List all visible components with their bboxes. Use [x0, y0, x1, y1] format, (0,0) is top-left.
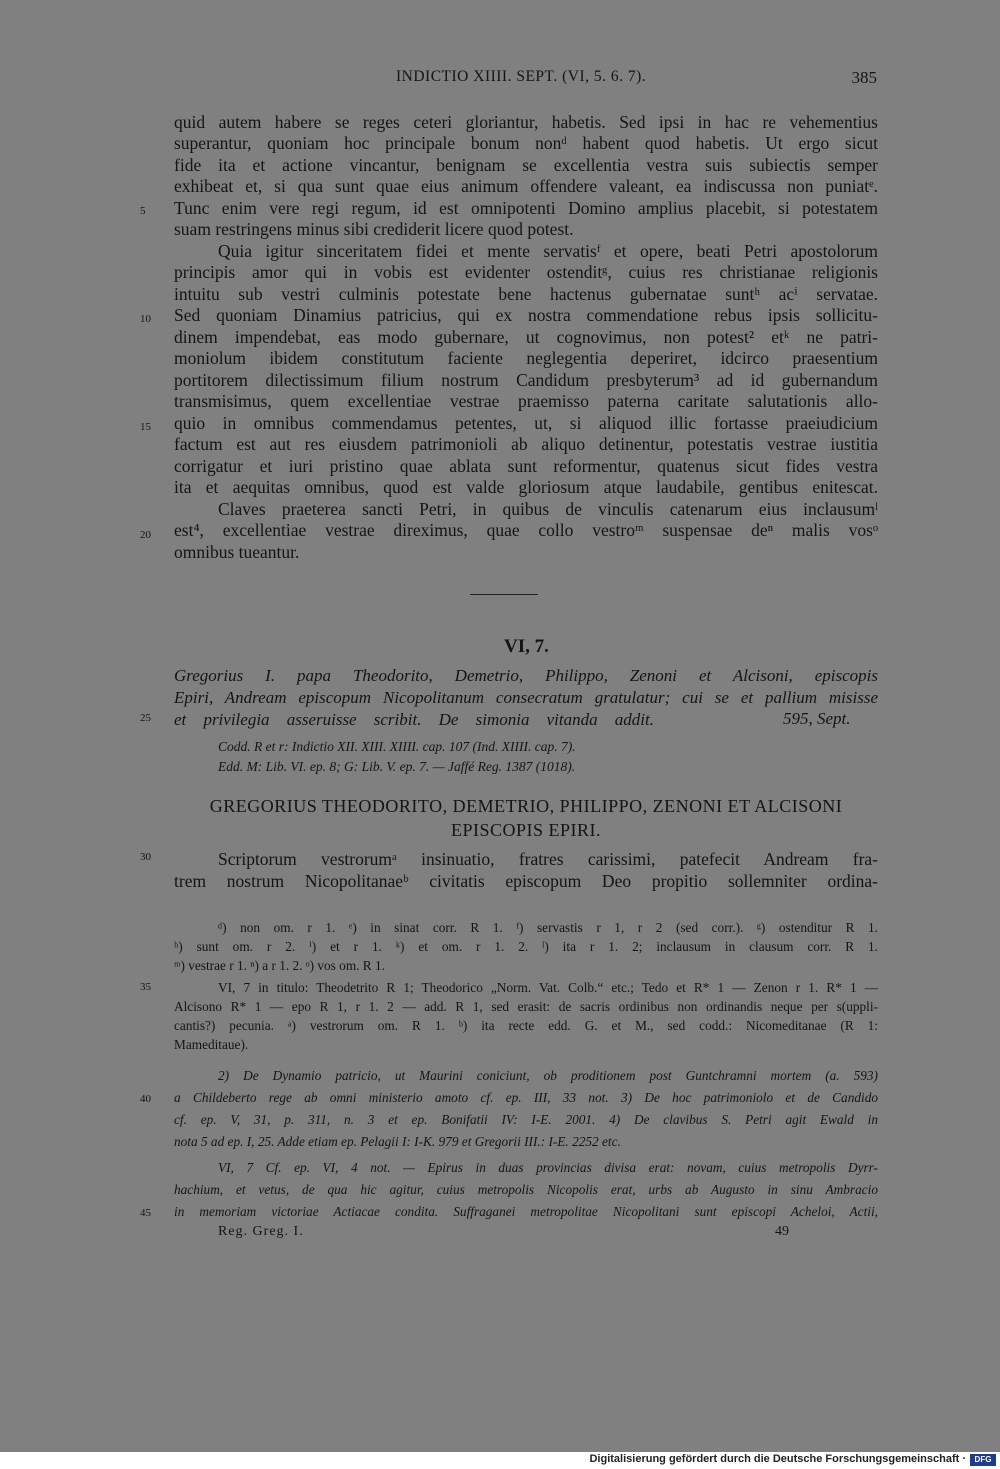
signature-mark: Reg. Greg. I. — [218, 1224, 304, 1239]
text-line: moniolum ibidem constitutum faciente neglegentia deperiret, idcirco praesentium — [174, 348, 878, 368]
letter-number: VI, 7. — [504, 636, 549, 657]
summary-line: Epiri, Andream episcopum Nicopolitanum consecratum gratulatur; cui se et pallium misisse — [174, 688, 878, 707]
line-number: 40 — [140, 1093, 151, 1105]
footnote-line: Mameditaue). — [174, 1037, 249, 1052]
line-number: 10 — [140, 313, 151, 325]
text-line: Scriptorum vestrorumᵃ insinuatio, fratres carissimi, patefecit Andream fra- — [218, 849, 878, 869]
footnote-line: Alcisono R* 1 — epo R 1, r 1. 2 — add. R 1, sed erasit: de sacris ordinibus non ordinandis neque per s(uppli- — [174, 999, 878, 1014]
text-line: superantur, quoniam hoc principale bonum nonᵈ habent quod habetis. Ut ergo sicut — [174, 133, 878, 153]
footnote-line: in memoriam victoriae Actiacae condita. Suffraganei metropolitae Nicopolitani sunt episcopi Acheloi, Actii, — [174, 1204, 878, 1219]
page-number: 385 — [851, 68, 877, 87]
footnote-line: VI, 7 Cf. ep. VI, 4 not. — Epirus in duas provincias divisa erat: novam, cuius metropolis Dyrr- — [218, 1160, 878, 1175]
text-line: corrigatur et iuri pristino quae ablata sunt reformentur, quatenus sicut fides vestra — [174, 456, 878, 476]
text-line: Tunc enim vere regi regum, id est omnipotenti Domino amplius placebit, si potestatem — [174, 198, 878, 218]
section-divider — [470, 594, 538, 595]
text-line: quid autem habere se reges ceteri gloriantur, habetis. Sed ipsi in hac re vehementius — [174, 112, 878, 132]
footnote-line: cf. ep. V, 31, p. 311, n. 3 et ep. Bonifatii IV: I-E. 2001. 4) De clavibus S. Petri agit Ewald in — [174, 1112, 878, 1127]
footnote-line: cantis?) pecunia. ᵃ) vestrorum om. R 1. ᵇ) ita recte edd. G. et M., sed codd.: Nicomeditanae (R 1: — [174, 1018, 878, 1033]
footnote-line: VI, 7 in titulo: Theodetrito R 1; Theodorico „Norm. Vat. Colb.“ etc.; Tedo et R* 1 — Zenon r 1. R* 1 — — [218, 980, 878, 995]
footnote-line: ᵐ) vestrae r 1. ⁿ) a r 1. 2. ᵒ) vos om. R 1. — [174, 958, 385, 973]
text-line: portitorem dilectissimum filium nostrum Candidum presbyterum³ ad id gubernandum — [174, 370, 878, 390]
text-line: factum est aut res eiusdem patrimonioli ab aliquo detinentur, potestatis vestrae iustitia — [174, 434, 878, 454]
line-number: 20 — [140, 529, 151, 541]
footnote-line: nota 5 ad ep. I, 25. Adde etiam ep. Pelagii I: I-K. 979 et Gregorii III.: I-E. 2252 etc. — [174, 1134, 621, 1149]
letter-address: EPISCOPIS EPIRI. — [450, 820, 602, 840]
line-number: 35 — [140, 981, 151, 993]
running-header: INDICTIO XIIII. SEPT. (VI, 5. 6. 7). — [396, 68, 647, 85]
banner-text: Digitalisierung gefördert durch die Deutsche Forschungsgemeinschaft · — [589, 1453, 966, 1465]
text-line: trem nostrum Nicopolitanaeᵇ civitatis episcopum Deo propitio sollemniter ordina- — [174, 871, 878, 891]
letter-date: 595, Sept. — [783, 709, 851, 728]
summary-line: et privilegia asseruisse scribit. De simonia vitanda addit. — [174, 710, 654, 729]
dfg-logo: DFG — [970, 1454, 996, 1466]
text-line: fide ita et actione vincantur, benignam se excellentia vestra suis subiectis semper — [174, 155, 878, 175]
footnote-line: hachium, et vetus, de qua hic agitur, cuius metropolis Nicopolis erat, urbs ab Augusto in sinu Ambracio — [174, 1182, 878, 1197]
line-number: 5 — [140, 205, 146, 217]
text-line: Sed quoniam Dinamius patricius, qui ex nostra commendatione rebus ipsis sollicitu- — [174, 305, 878, 325]
footnote-line: 2) De Dynamio patricio, ut Maurini coniciunt, ob proditionem post Guntchramni mortem (a. 593) — [218, 1068, 878, 1083]
line-number: 25 — [140, 712, 151, 724]
text-line: ita et aequitas omnibus, quod est valde gloriosum atque laudabile, gentibus enitescat. — [174, 477, 878, 497]
codices-line: Codd. R et r: Indictio XII. XIII. XIIII. cap. 107 (Ind. XIIII. cap. 7). — [218, 739, 576, 754]
line-number: 15 — [140, 421, 151, 433]
text-line: Quia igitur sinceritatem fidei et mente servatisᶠ et opere, beati Petri apostolorum — [218, 241, 878, 261]
line-number: 30 — [140, 851, 151, 863]
footnote-line: ʰ) sunt om. r 2. ⁱ) et r 1. ᵏ) et om. r 1. 2. ˡ) ita r 1. 2; inclausum in clausum corr. R 1. — [174, 939, 878, 954]
line-number: 45 — [140, 1207, 151, 1219]
text-line: Claves praeterea sancti Petri, in quibus de vinculis catenarum eius inclausumˡ — [218, 499, 878, 519]
letter-address: GREGORIUS THEODORITO, DEMETRIO, PHILIPPO, ZENONI ET ALCISONI — [209, 796, 843, 816]
text-line: transmisimus, quem excellentiae vestrae praemisso paterna caritate salutationis allo- — [174, 391, 878, 411]
text-line: intuitu sub vestri culminis potestate bene hactenus gubernatae suntʰ acⁱ servatae. — [174, 284, 878, 304]
text-line: suam restringens minus sibi crediderit licere quod potest. — [174, 219, 574, 239]
footnote-line: ᵈ) non om. r 1. ᵉ) in sinat corr. R 1. ᶠ) servastis r 1, r 2 (sed corr.). ᵍ) ostenditur R 1. — [218, 920, 878, 935]
text-line: principis amor qui in vobis est evidenter ostenditᵍ, cuius res christianae religionis — [174, 262, 878, 282]
text-line: dinem impendebat, eas modo gubernare, ut cognovimus, non potest² etᵏ ne patri- — [174, 327, 878, 347]
summary-line: Gregorius I. papa Theodorito, Demetrio, Philippo, Zenoni et Alcisoni, episcopis — [174, 666, 878, 685]
gathering-number: 49 — [775, 1224, 789, 1239]
text-line: exhibeat et, si qua sunt quae eius animum offendere valeant, ea indiscussa non puniatᵉ. — [174, 176, 878, 196]
footnote-line: a Childeberto rege ab omni ministerio amoto cf. ep. III, 33 not. 3) De hoc patrimoniolo et de Candido — [174, 1090, 878, 1105]
text-line: omnibus tueantur. — [174, 542, 300, 562]
text-line: est⁴, excellentiae vestrae direximus, quae collo vestroᵐ suspensae deⁿ malis vosᵒ — [174, 520, 878, 540]
editions-line: Edd. M: Lib. VI. ep. 8; G: Lib. V. ep. 7. — Jaffé Reg. 1387 (1018). — [218, 759, 576, 774]
text-line: quio in omnibus commendamus petentes, ut, si aliquod illic fortasse praeiudicium — [174, 413, 878, 433]
